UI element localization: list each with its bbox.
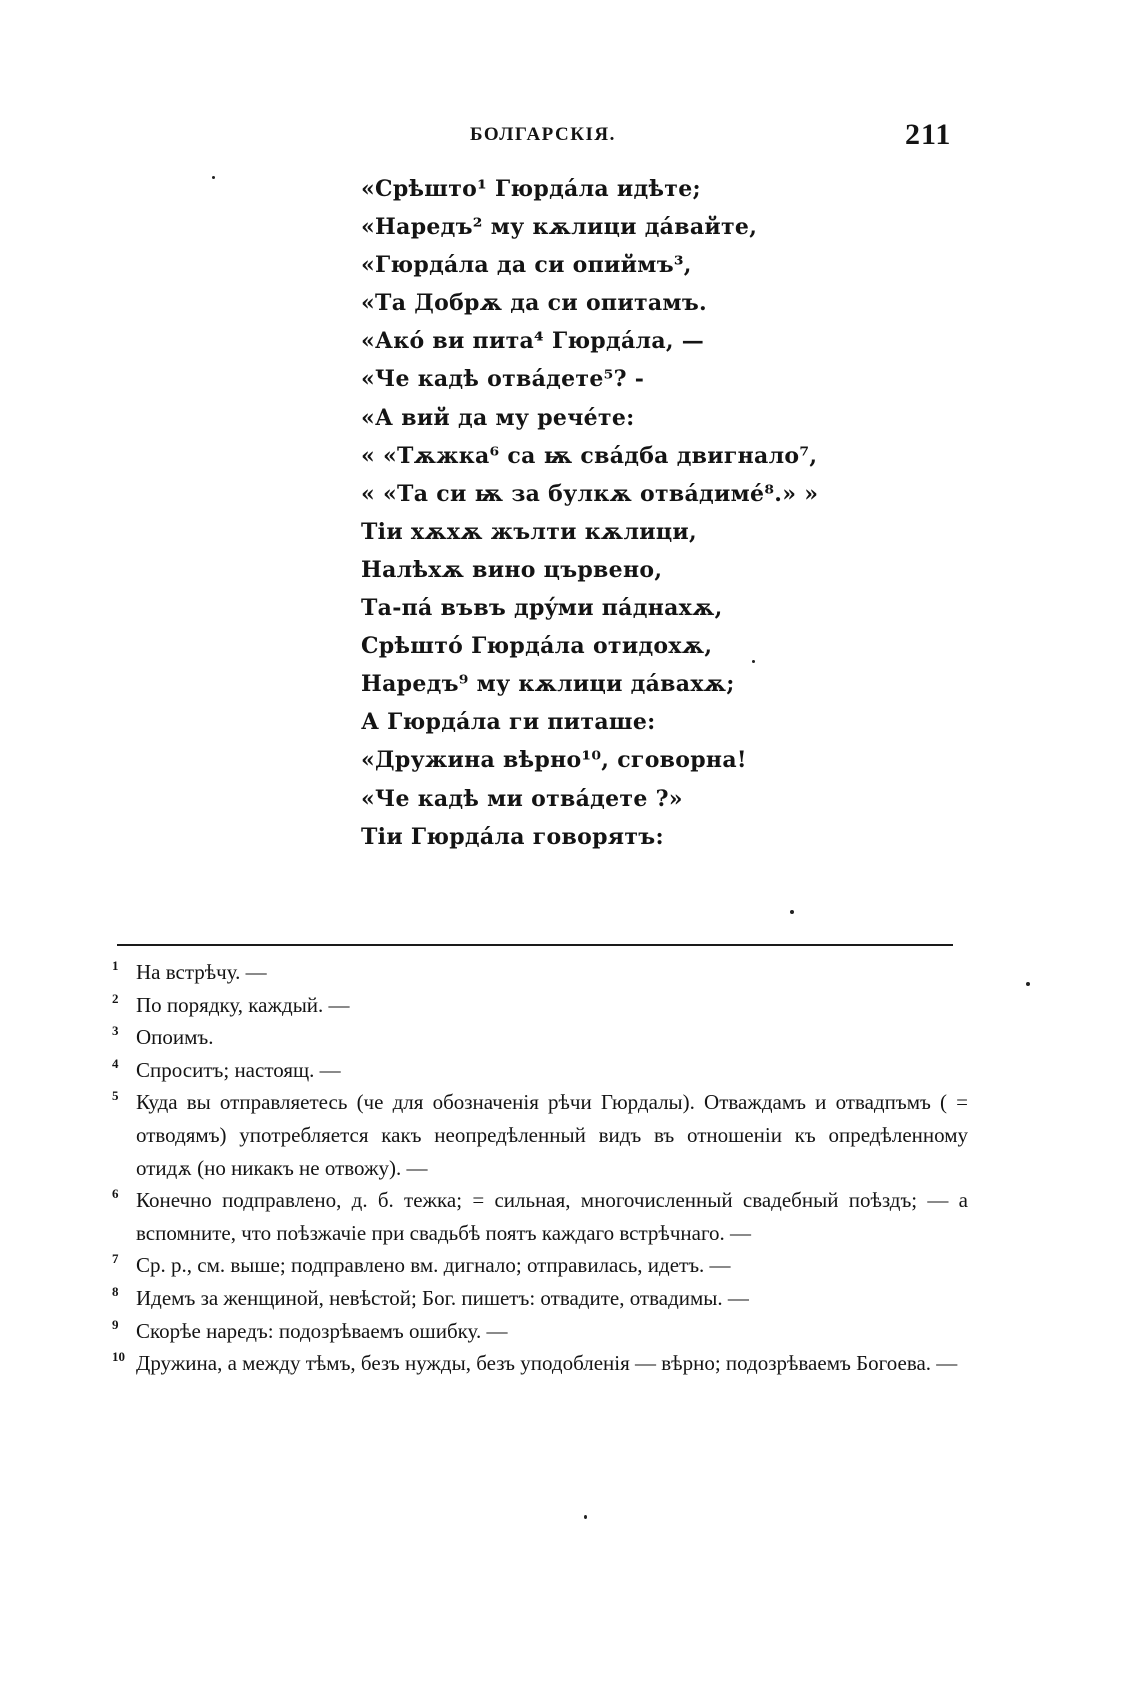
footnote-number: 5 — [112, 1088, 119, 1104]
footnote — [108, 1347, 968, 1380]
footnotes — [108, 956, 968, 1380]
footnote-number: 6 — [112, 1186, 119, 1202]
print-speck — [790, 910, 794, 914]
poem-line: Тіи Гюрдáла говорятъ: — [361, 823, 664, 850]
footnote — [108, 1249, 968, 1282]
footnote — [108, 1054, 968, 1087]
poem-line: А Гюрдáла ги питаше: — [361, 709, 656, 736]
footnote-number: 7 — [112, 1251, 119, 1267]
footnote-text: Дружина, а между тѣмъ, безъ нужды, безъ уподобленія — вѣрно; подозрѣваемъ Богоева. — — [136, 1351, 958, 1376]
poem-line: « «Та си ѭ за булкѫ отвáдимé⁸.» » — [361, 480, 819, 507]
poem-line: «Дружина вѣрно¹⁰, сговорна! — [361, 747, 747, 774]
page-number: 211 — [905, 118, 952, 151]
footnote-text: Куда вы отправляетесь (че для обозначенія рѣчи Гюрдалы). Отваждамъ и отвадпъмъ ( = отводямъ) употребляется какъ неопредѣленный видъ въ отношеніи къ опредѣленному отидѫ (но никакъ не отвожу). — — [136, 1090, 968, 1180]
footnote — [108, 1282, 968, 1315]
footnote-text: На встрѣчу. — — [136, 960, 267, 984]
footnote — [108, 956, 968, 989]
poem-line: «Че кадѣ ми отвáдете ?» — [361, 785, 683, 812]
poem-text — [361, 170, 921, 856]
poem-line: «А вий да му речéте: — [361, 404, 635, 431]
print-speck — [752, 660, 755, 663]
poem-line: «Акó ви пита⁴ Гюрдáла, — — [361, 328, 705, 355]
footnote-number: 1 — [112, 958, 119, 973]
poem-line: Наредъ⁹ му кѫлици дáвахѫ; — [361, 671, 735, 698]
footnote-number: 10 — [112, 1349, 125, 1365]
footnote-text: Скорѣе наредъ: подозрѣваемъ ошибку. — — [136, 1318, 508, 1343]
footnote — [108, 1021, 968, 1054]
footnote-number: 8 — [112, 1283, 119, 1299]
footnote — [108, 989, 968, 1022]
footnote-text: По порядку, каждый. — — [136, 992, 350, 1017]
footnote-text: Ср. р., см. выше; подправлено вм. дигнало; отправилась, идетъ. — — [136, 1253, 731, 1278]
poem-line: «Гюрдáла да си опиймъ³, — [361, 252, 692, 279]
footnote-text: Опоимъ. — [136, 1025, 214, 1050]
poem-line: Та-пá въвъ дрýми пáднахѫ, — [361, 595, 723, 622]
footnote-text: Спроситъ; настоящ. — — [136, 1057, 341, 1082]
poem-line: Срѣштó Гюрдáла отидохѫ, — [361, 633, 713, 660]
footnote-text: Конечно подправлено, д. б. тежка; = сильная, многочисленный свадебный поѣздъ; — а вспомните, что поѣзжачіе при свадьбѣ поятъ каждаго встрѣчнаго. — — [136, 1188, 968, 1245]
footnote-number: 9 — [112, 1316, 119, 1332]
poem-line: « «Тѫжка⁶ са ѭ свáдба двигнало⁷, — [361, 442, 818, 469]
footnote-number: 2 — [112, 990, 119, 1006]
footnote — [108, 1086, 968, 1184]
running-header-title: БОЛГАРСКІЯ. — [470, 124, 616, 145]
poem-line: Налѣхѫ вино цървено, — [361, 556, 663, 583]
poem-line: «Та Добрѫ да си опитамъ. — [361, 290, 707, 317]
footnote-number: 4 — [112, 1055, 119, 1071]
print-speck — [1026, 982, 1030, 986]
footnote-number: 3 — [112, 1023, 119, 1039]
footnote — [108, 1184, 968, 1249]
poem-line: «Наредъ² му кѫлици дáвайте, — [361, 214, 758, 241]
poem-line: «Срѣшто¹ Гюрдáла идѣте; — [361, 176, 701, 202]
footnote — [108, 1315, 968, 1348]
footnote-text: Идемъ за женщиной, невѣстой; Бог. пишетъ: отвадите, отвадимы. — — [136, 1285, 749, 1310]
print-speck — [584, 1515, 587, 1519]
poem-line: Тіи хѫхѫ жълти кѫлици, — [361, 518, 697, 545]
poem-line: «Че кадѣ отвáдете⁵? - — [361, 366, 645, 393]
print-speck — [212, 176, 215, 179]
footnote-divider — [117, 944, 953, 946]
